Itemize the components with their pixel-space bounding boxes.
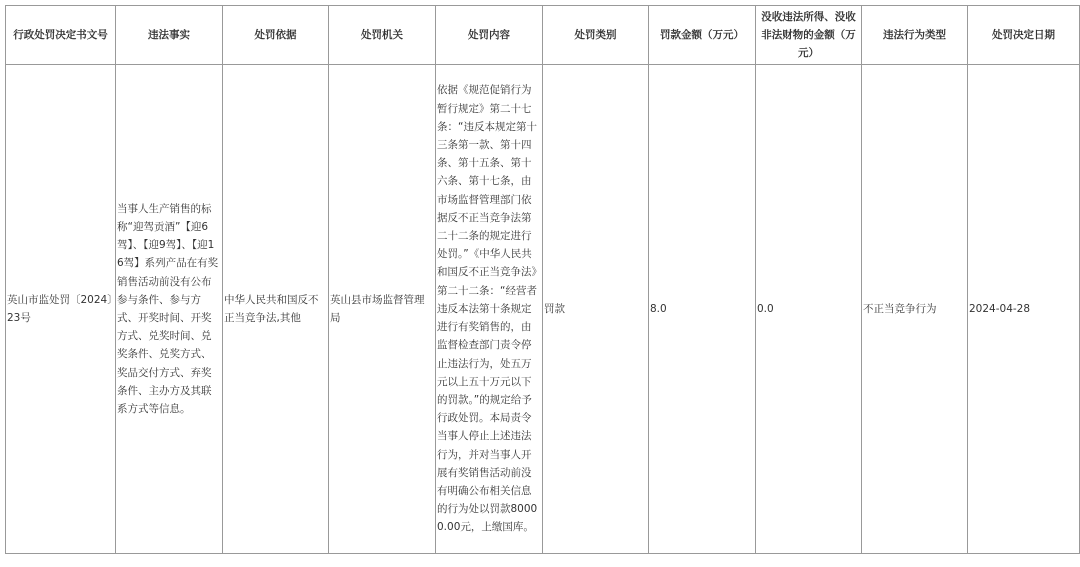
cell-date: 2024-04-28 <box>968 65 1080 554</box>
header-confiscation: 没收违法所得、没收非法财物的金额（万元） <box>756 6 862 65</box>
cell-violation-type: 不正当竞争行为 <box>862 65 968 554</box>
header-date: 处罚决定日期 <box>968 6 1080 65</box>
penalty-table <box>5 5 1080 554</box>
header-authority: 处罚机关 <box>329 6 436 65</box>
table-row <box>6 65 1080 554</box>
cell-content: 依据《规范促销行为暂行规定》第二十七条：“违反本规定第十三条第一款、第十四条、第十五条、第十六条、第十七条，由市场监督管理部门依据反不正当竞争法第二十二条的规定进行处罚。”《中华人民共和国反不正当竞争法》第二十二条：“经营者违反本法第十条规定进行有奖销售的，由监督检查部门责令停止违法行为，处五万元以上五十万元以下的罚款。”的规定给予行政处罚。本局责令当事人停止上述违法行为，并对当事人开展有奖销售活动前没有明确公布相关信息的行为处以罚款80000.00元，上缴国库。 <box>436 65 543 554</box>
cell-confiscation: 0.0 <box>756 65 862 554</box>
cell-authority: 英山县市场监督管理局 <box>329 65 436 554</box>
cell-category: 罚款 <box>543 65 649 554</box>
cell-facts: 当事人生产销售的标称“迎驾贡酒”【迎6驾】、【迎9驾】、【迎16驾】系列产品在有奖销售活动前没有公布参与条件、参与方式、开奖时间、开奖方式、兑奖时间、兑奖条件、兑奖方式、奖品交付方式、弃奖条件、主办方及其联系方式等信息。 <box>116 65 223 554</box>
header-row <box>6 6 1080 65</box>
cell-fine: 8.0 <box>649 65 756 554</box>
header-fine: 罚款金额（万元） <box>649 6 756 65</box>
header-doc-number: 行政处罚决定书文号 <box>6 6 116 65</box>
cell-basis: 中华人民共和国反不正当竞争法,其他 <box>223 65 329 554</box>
header-basis: 处罚依据 <box>223 6 329 65</box>
header-content: 处罚内容 <box>436 6 543 65</box>
header-category: 处罚类别 <box>543 6 649 65</box>
cell-doc-number: 英山市监处罚〔2024〕23号 <box>6 65 116 554</box>
header-violation-type: 违法行为类型 <box>862 6 968 65</box>
header-facts: 违法事实 <box>116 6 223 65</box>
